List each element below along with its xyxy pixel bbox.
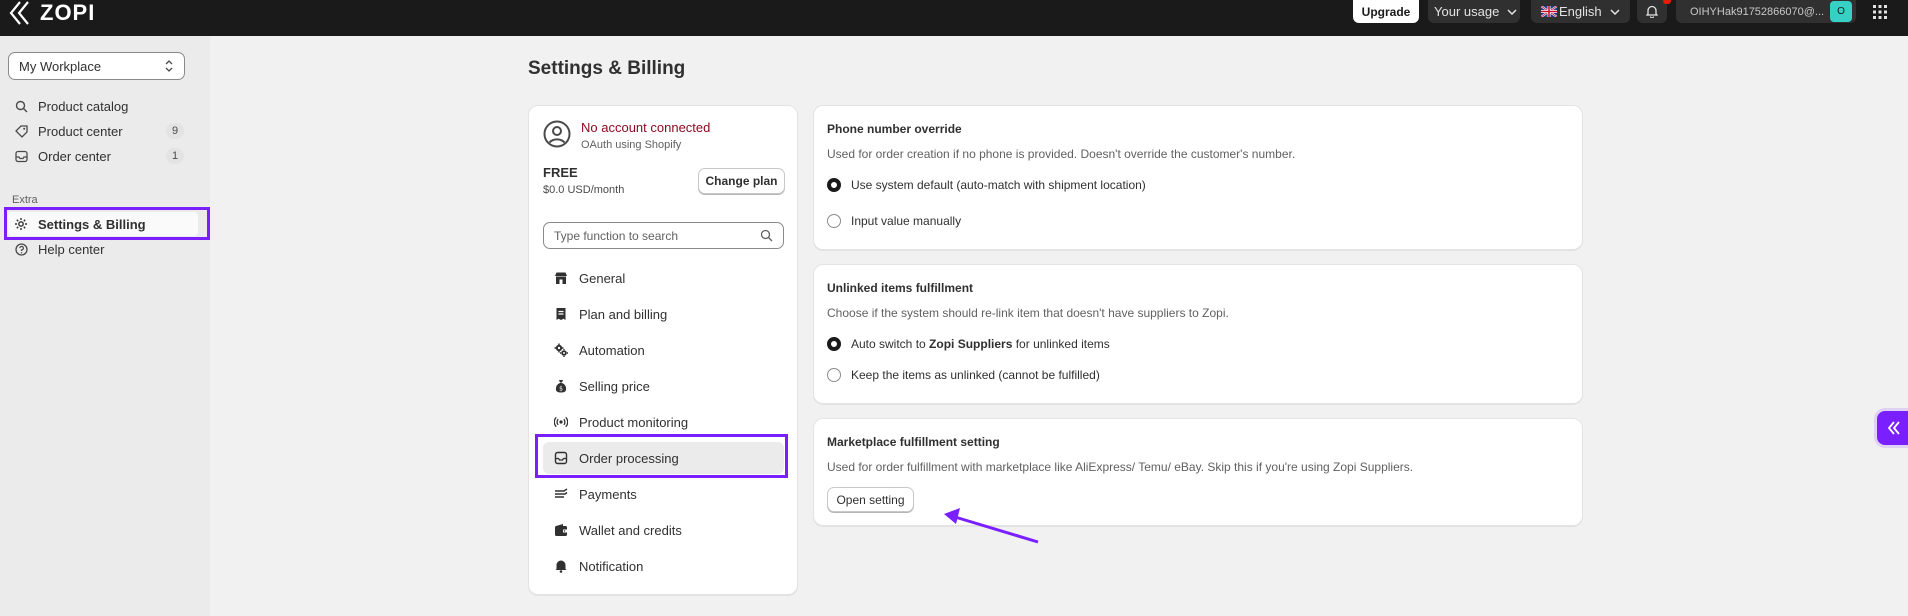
workplace-select[interactable]: [8, 52, 185, 80]
settings-menu-card: [528, 105, 798, 595]
search-icon: [760, 229, 773, 242]
radio-label-bold: Zopi Suppliers: [929, 337, 1013, 351]
sidebar-item-label: Product center: [38, 123, 123, 139]
help-icon: [14, 242, 28, 256]
phone-override-card: [813, 105, 1583, 250]
apps-button[interactable]: [1864, 0, 1896, 23]
brand-name: ZOPI: [40, 0, 96, 25]
radio-input-manually[interactable]: [827, 214, 961, 228]
menu-item-label: Plan and billing: [579, 306, 668, 322]
radio-unselected-icon: [827, 214, 841, 228]
menu-item-label: Wallet and credits: [579, 522, 682, 538]
phone-override-title: Phone number override: [827, 122, 962, 136]
menu-item-automation[interactable]: [543, 334, 784, 366]
menu-item-wallet-and-credits[interactable]: [543, 514, 784, 546]
count-badge: 9: [166, 123, 184, 139]
menu-item-product-monitoring[interactable]: [543, 406, 784, 438]
menu-item-order-processing[interactable]: [543, 442, 784, 474]
menu-item-label: Notification: [579, 558, 644, 574]
menu-item-label: Product monitoring: [579, 414, 689, 430]
unlinked-title: Unlinked items fulfillment: [827, 281, 974, 295]
marketplace-desc: Used for order fulfillment with marketplace like AliExpress/ Temu/ eBay. Skip this if you're using Zopi Suppliers.: [827, 460, 1414, 474]
sidebar-item-order-center[interactable]: [8, 144, 198, 168]
inbox-icon: [14, 149, 28, 163]
menu-item-notification[interactable]: [543, 550, 784, 582]
zopi-logo-icon: [1887, 421, 1903, 435]
menu-item-label: Order processing: [579, 450, 679, 466]
floating-support-button[interactable]: [1877, 411, 1908, 445]
sidebar-item-product-center[interactable]: [8, 119, 198, 143]
brand-logo[interactable]: [8, 0, 95, 26]
radio-label-pre: Auto switch to: [851, 337, 930, 351]
wallet-icon: [553, 522, 569, 538]
menu-item-general[interactable]: [543, 262, 784, 294]
menu-item-label: Payments: [579, 486, 637, 502]
chevron-down-icon: [1610, 9, 1620, 15]
user-circle-icon: [543, 120, 571, 148]
bell-icon: [553, 558, 569, 574]
search-placeholder: Type function to search: [554, 228, 679, 243]
account-sub: OAuth using Shopify: [581, 139, 682, 151]
menu-item-label: General: [579, 270, 626, 286]
gears-icon: [553, 342, 569, 358]
sidebar-item-label: Order center: [38, 148, 111, 164]
radio-selected-icon: [827, 337, 841, 351]
gear-icon: [14, 217, 28, 231]
avatar: O: [1830, 1, 1852, 22]
account-status: [543, 120, 710, 151]
chevron-down-icon: [1507, 9, 1517, 15]
menu-item-plan-and-billing[interactable]: [543, 298, 784, 330]
radio-auto-switch[interactable]: [827, 337, 1110, 351]
radio-label: Use system default (auto-match with shipment location): [851, 178, 1146, 192]
upgrade-button[interactable]: Upgrade: [1353, 0, 1419, 23]
menu-item-label: Automation: [579, 342, 645, 358]
store-icon: [553, 270, 569, 286]
notification-dot: [1663, 0, 1671, 4]
usage-dropdown[interactable]: [1428, 0, 1520, 23]
account-warning: No account connected: [581, 120, 711, 135]
function-search-input[interactable]: [543, 222, 784, 249]
account-menu[interactable]: [1676, 0, 1856, 23]
page-title: Settings & Billing: [528, 58, 686, 79]
radio-label: Keep the items as unlinked (cannot be fulfilled): [851, 368, 1100, 382]
open-setting-button[interactable]: Open setting: [827, 487, 914, 512]
radio-selected-icon: [827, 178, 841, 192]
select-arrows-icon: [164, 59, 174, 73]
usage-label: Your usage: [1434, 4, 1500, 19]
account-email: OIHYHak91752866070@...: [1690, 5, 1825, 18]
grid-icon: [1873, 5, 1887, 19]
radio-keep-unlinked[interactable]: [827, 368, 1100, 382]
sidebar-item-label: Settings & Billing: [38, 216, 146, 232]
notifications-button[interactable]: [1637, 0, 1667, 23]
sidebar-item-help-center[interactable]: [8, 237, 198, 261]
top-bar: [0, 0, 1908, 36]
plan-price: $0.0 USD/month: [543, 184, 625, 196]
sidebar-item-settings-billing[interactable]: [8, 212, 198, 236]
zopi-logo-icon: [8, 0, 34, 26]
change-plan-button[interactable]: Change plan: [698, 168, 785, 194]
count-badge: 1: [166, 148, 184, 164]
language-dropdown[interactable]: [1531, 0, 1630, 23]
radio-unselected-icon: [827, 368, 841, 382]
menu-item-selling-price[interactable]: [543, 370, 784, 402]
marketplace-fulfillment-card: [813, 418, 1583, 526]
sidebar-item-label: Help center: [38, 241, 105, 257]
workplace-label: My Workplace: [19, 58, 102, 74]
menu-item-label: Selling price: [579, 378, 650, 394]
svg-text:$: $: [559, 385, 563, 393]
sidebar: [0, 36, 210, 616]
sidebar-item-product-catalog[interactable]: [8, 94, 198, 118]
section-label-extra: Extra: [12, 194, 38, 206]
sidebar-item-label: Product catalog: [38, 98, 129, 114]
radio-label-post: for unlinked items: [1012, 337, 1110, 351]
phone-override-desc: Used for order creation if no phone is provided. Doesn't override the customer's number.: [827, 147, 1296, 161]
menu-item-payments[interactable]: [543, 478, 784, 510]
receipt-icon: [553, 306, 569, 322]
broadcast-icon: [553, 414, 569, 430]
uk-flag-icon: [1541, 6, 1557, 17]
unlinked-desc: Choose if the system should re-link item that doesn't have suppliers to Zopi.: [827, 306, 1229, 320]
plan-name: FREE: [543, 165, 578, 180]
radio-use-system-default[interactable]: [827, 178, 1146, 192]
tag-icon: [14, 124, 28, 138]
radio-label: Input value manually: [851, 214, 962, 228]
unlinked-items-card: [813, 264, 1583, 404]
marketplace-title: Marketplace fulfillment setting: [827, 435, 1000, 449]
cash-icon: [553, 486, 569, 502]
language-label: English: [1559, 4, 1602, 19]
search-icon: [14, 99, 28, 113]
inbox-icon: [553, 450, 569, 466]
bell-icon: [1646, 5, 1658, 18]
money-bag-icon: [553, 378, 569, 394]
